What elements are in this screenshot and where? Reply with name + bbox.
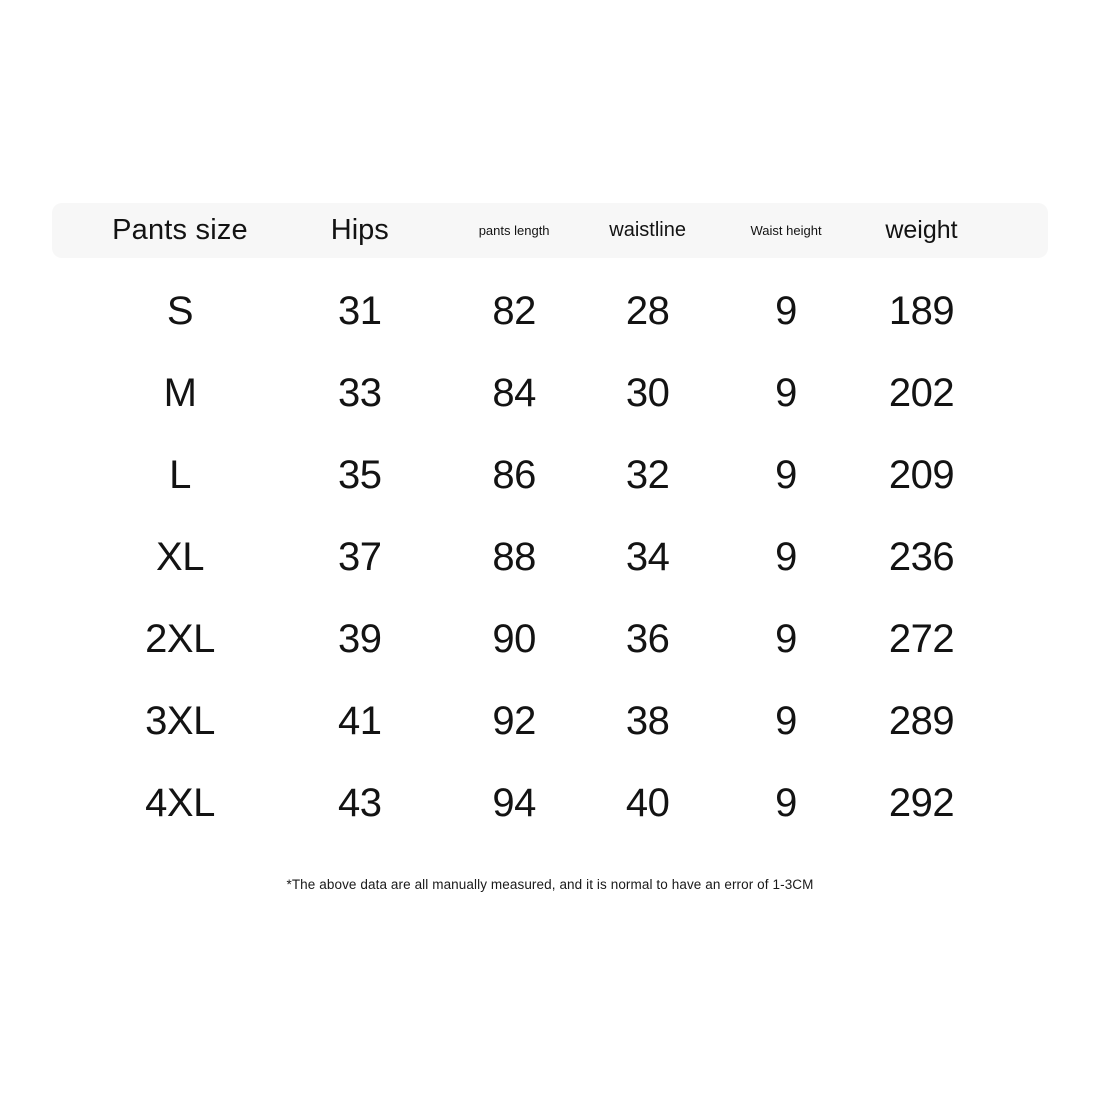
hips-cell: 43 [338,780,382,825]
waistline-cell: 38 [625,698,670,743]
size-cell: XL [156,534,204,579]
size-cell: 4XL [145,780,215,825]
pants-length-cell: 92 [492,698,536,743]
table-row-s [52,270,1048,352]
hips-cell: 31 [338,288,382,333]
size-cell: S [166,288,194,333]
size-cell: 3XL [145,698,215,743]
pants-length-cell: 90 [492,616,536,661]
hips-cell: 37 [338,534,382,579]
pants-length-cell: 88 [492,534,536,579]
pants-length-cell: 84 [492,370,536,415]
waist-height-cell: 9 [775,698,797,743]
weight-cell: 209 [888,452,955,497]
table-row-2xl [52,598,1048,680]
pants-length-cell: 86 [492,452,536,497]
weight-cell: 202 [888,370,955,415]
header-cell-weight: weight [885,216,958,244]
weight-cell: 189 [888,288,955,333]
weight-cell: 236 [888,534,955,579]
waistline-cell: 36 [625,616,670,661]
waist-height-cell: 9 [775,780,797,825]
pants-length-cell: 94 [492,780,536,825]
header-cell-pants-length: pants length [478,223,550,238]
hips-cell: 39 [338,616,382,661]
header-cell-pants-size: Pants size [112,214,248,246]
measurement-disclaimer: *The above data are all manually measured, and it is normal to have an error of 1-3CM [286,877,814,892]
table-row-l [52,434,1048,516]
waist-height-cell: 9 [775,370,797,415]
hips-cell: 41 [338,698,382,743]
pants-length-cell: 82 [492,288,536,333]
weight-cell: 292 [888,780,955,825]
table-body [52,258,1048,844]
header-cell-waistline: waistline [609,219,686,241]
waist-height-cell: 9 [775,534,797,579]
header-cell-hips: Hips [330,214,389,246]
size-cell: M [163,370,197,415]
table-header-row [52,203,1048,258]
size-cell: L [169,452,191,497]
waistline-cell: 34 [625,534,670,579]
waistline-cell: 32 [625,452,670,497]
table-row-3xl [52,680,1048,762]
waist-height-cell: 9 [775,452,797,497]
waistline-cell: 28 [625,288,670,333]
waistline-cell: 30 [625,370,670,415]
hips-cell: 33 [338,370,382,415]
weight-cell: 272 [888,616,955,661]
weight-cell: 289 [888,698,955,743]
header-cell-waist-height: Waist height [750,223,822,238]
waist-height-cell: 9 [775,288,797,333]
hips-cell: 35 [338,452,382,497]
table-row-4xl [52,762,1048,844]
table-row-xl [52,516,1048,598]
size-cell: 2XL [145,616,215,661]
waistline-cell: 40 [625,780,670,825]
table-row-m [52,352,1048,434]
size-chart-table [52,203,1048,844]
waist-height-cell: 9 [775,616,797,661]
